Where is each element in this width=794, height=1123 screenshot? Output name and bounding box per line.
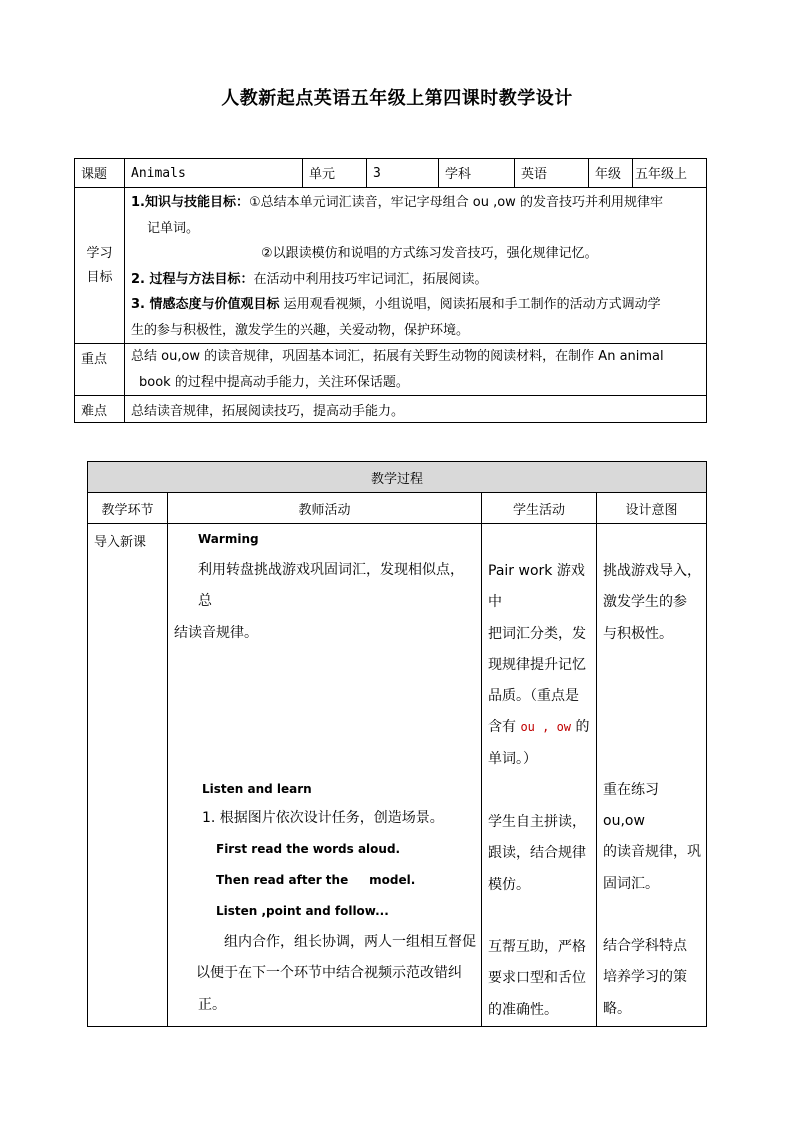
- design-2-line2: 的读音规律，巩: [603, 844, 701, 861]
- teacher-activity: [168, 524, 482, 1027]
- grade-value: 五年级上: [633, 159, 707, 188]
- objective-1-line3: ②以跟读模仿和说唱的方式练习发音技巧，强化规律记忆。: [261, 246, 598, 261]
- objective-1-heading: 1.知识与技能目标：: [131, 195, 249, 210]
- key-points-content: [125, 344, 707, 396]
- teaching-process-table: [87, 461, 707, 1027]
- ou-ow-highlight: ou , ow: [520, 720, 572, 735]
- student-3-line3: 的准确性。: [488, 1001, 558, 1018]
- objectives-label-line2: 目标: [86, 269, 113, 285]
- student-2-line3: 模仿。: [488, 876, 530, 893]
- student-1-line2: 把词汇分类，发: [488, 625, 586, 642]
- design-intent: [597, 524, 707, 1027]
- unit-label: 单元: [303, 159, 367, 188]
- student-2-line2: 跟读，结合规律: [488, 845, 586, 862]
- design-3-line3: 略。: [603, 1000, 631, 1017]
- col-design-header: 设计意图: [597, 493, 707, 524]
- listen-learn-heading: Listen and learn: [202, 781, 312, 796]
- student-1-line5: [488, 712, 592, 743]
- col-teacher-header: 教师活动: [168, 493, 482, 524]
- key-points-label: 重点: [75, 344, 125, 396]
- topic-label: 课题: [75, 159, 125, 188]
- col-stage-header: 教学环节: [88, 493, 168, 524]
- design-1-line2: 激发学生的参: [603, 594, 687, 611]
- first-read-text: First read the words aloud.: [216, 842, 401, 857]
- unit-value: 3: [367, 159, 439, 188]
- design-2-line3: 固词汇。: [603, 875, 659, 892]
- group-line1: 组内合作，组长协调，两人一组相互督促: [224, 934, 476, 951]
- subject-label: 学科: [439, 159, 515, 188]
- listen-point-text: Listen ,point and follow...: [216, 904, 389, 919]
- group-line2: 以便于在下一个环节中结合视频示范改错纠: [196, 965, 462, 982]
- objectives-content: [125, 188, 707, 344]
- objective-1-line1: ①总结本单元词汇读音，牢记字母组合 ou ,ow 的发音技巧并利用规律牢: [248, 195, 663, 210]
- objective-3-heading: 3. 情感态度与价值观目标: [131, 297, 280, 312]
- objective-2-heading: 2. 过程与方法目标：: [131, 271, 254, 287]
- design-1-line1: 挑战游戏导入，: [603, 563, 701, 579]
- objectives-label: [75, 188, 125, 344]
- difficult-points-label: 难点: [75, 396, 125, 423]
- subject-value: 英语: [515, 159, 589, 188]
- objective-1-line2: 记单词。: [147, 220, 200, 236]
- key-points-line2: book 的过程中提高动手能力，关注环保话题。: [139, 374, 409, 390]
- warming-line1: 利用转盘挑战游戏巩固词汇，发现相似点，总: [198, 562, 464, 610]
- stage-intro: 导入新课: [88, 524, 168, 1027]
- student-1-line4: 品质。（重点是: [488, 688, 579, 705]
- difficult-points-text: 总结读音规律，拓展阅读技巧，提高动手能力。: [125, 396, 707, 423]
- warming-heading: Warming: [198, 532, 259, 546]
- design-3-line1: 结合学科特点: [603, 938, 687, 955]
- col-student-header: 学生活动: [482, 493, 597, 524]
- objective-3-line2: 生的参与积极性，激发学生的兴趣，关爱动物，保护环境。: [131, 322, 470, 338]
- page-title: 人教新起点英语五年级上第四课时教学设计: [221, 88, 573, 109]
- group-line3: 正。: [198, 996, 226, 1013]
- objective-3-line1: 运用观看视频，小组说唱，阅读拓展和手工制作的活动方式调动学: [279, 297, 661, 312]
- design-3-line2: 培养学习的策: [603, 969, 687, 986]
- then-read-text: Then read after the model.: [216, 873, 416, 888]
- student-1-line5a: 含有: [488, 719, 521, 736]
- student-3-line2: 要求口型和舌位: [488, 970, 586, 987]
- student-2-line1: 学生自主拼读，: [488, 814, 586, 831]
- grade-label: 年级: [589, 159, 633, 188]
- student-1-line1: Pair work 游戏中: [488, 563, 585, 611]
- lesson-info-table: [74, 158, 707, 423]
- student-1-line3: 现规律提升记忆: [488, 656, 586, 673]
- warming-line2: 结读音规律。: [174, 624, 258, 641]
- key-points-line1: 总结 ou,ow 的读音规律，巩固基本词汇，拓展有关野生动物的阅读材料，在制作 An animal: [131, 349, 664, 364]
- design-1-line3: 与积极性。: [603, 625, 673, 642]
- process-header: 教学过程: [88, 462, 707, 493]
- design-2-line1: 重在练习 ou,ow: [603, 781, 659, 830]
- step-1: 1. 根据图片依次设计任务，创造场景。: [202, 809, 444, 826]
- student-activity: [482, 524, 597, 1027]
- student-3-line1: 互帮互助，严格: [488, 938, 586, 955]
- objective-2-text: 在活动中利用技巧牢记词汇，拓展阅读。: [253, 271, 488, 287]
- student-1-line5b: 的: [571, 719, 590, 736]
- topic-value: Animals: [125, 159, 303, 188]
- student-1-line6: 单词。）: [488, 750, 537, 767]
- objectives-label-line1: 学习: [86, 245, 113, 261]
